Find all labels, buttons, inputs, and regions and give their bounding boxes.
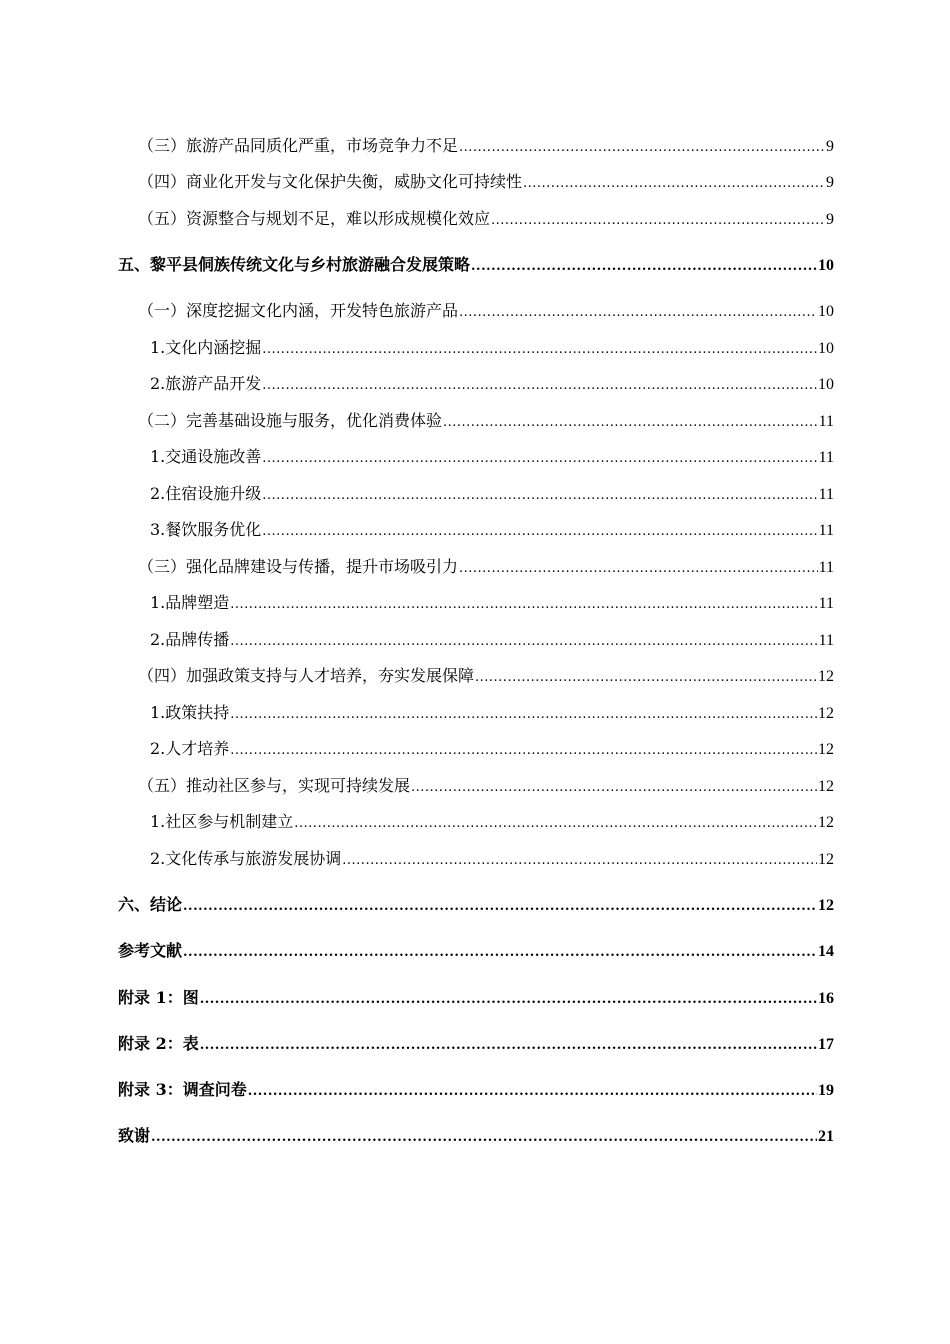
toc-entry-title: 致谢 [118, 1126, 151, 1145]
toc-entry-title: 五、黎平县侗族传统文化与乡村旅游融合发展策略 [118, 255, 471, 274]
toc-entry-page: 14 [818, 943, 834, 960]
toc-entry[interactable] [138, 134, 834, 158]
toc-entry-title: （三）强化品牌建设与传播，提升市场吸引力 [138, 557, 459, 576]
toc-entry-title: 1.社区参与机制建立 [150, 812, 294, 831]
toc-entry-page: 12 [818, 851, 834, 868]
toc-entry-page: 11 [818, 559, 834, 576]
toc-entry-page: 17 [818, 1036, 834, 1053]
toc-entry[interactable] [150, 701, 834, 725]
toc-entry-page: 12 [818, 814, 834, 831]
toc-leader-dots [262, 338, 817, 362]
toc-entry[interactable] [150, 518, 834, 542]
toc-entry[interactable] [118, 986, 834, 1010]
toc-leader-dots [248, 1080, 817, 1104]
toc-entry-title: 参考文献 [118, 941, 183, 960]
toc-entry-page: 9 [826, 174, 834, 191]
toc-entry[interactable] [150, 737, 834, 761]
toc-entry[interactable] [118, 1078, 834, 1102]
toc-entry-title: 附录 1：图 [118, 988, 199, 1007]
toc-entry-page: 12 [818, 668, 834, 685]
toc-leader-dots [230, 739, 817, 763]
toc-entry[interactable] [138, 774, 834, 798]
toc-entry-page: 11 [818, 413, 834, 430]
toc-entry-title: 3.餐饮服务优化 [150, 520, 262, 539]
toc-entry-page: 9 [826, 138, 834, 155]
toc-entry-title: 1.政策扶持 [150, 703, 230, 722]
toc-leader-dots [459, 136, 825, 160]
toc-entry-page: 11 [818, 595, 834, 612]
toc-entry-title: 六、结论 [118, 895, 183, 914]
toc-entry[interactable] [150, 847, 834, 871]
toc-entry[interactable] [118, 893, 834, 917]
toc-entry-title: （四）商业化开发与文化保护失衡，威胁文化可持续性 [138, 172, 523, 191]
toc-entry[interactable] [138, 207, 834, 231]
toc-entry-page: 12 [818, 897, 834, 914]
toc-leader-dots [230, 703, 817, 727]
toc-entry-title: 2.住宿设施升级 [150, 484, 262, 503]
toc-entry-title: 2.人才培养 [150, 739, 230, 758]
toc-leader-dots [443, 411, 818, 435]
toc-entry-title: 2.文化传承与旅游发展协调 [150, 849, 342, 868]
toc-entry-title: （一）深度挖掘文化内涵，开发特色旅游产品 [138, 301, 459, 320]
toc-leader-dots [471, 255, 817, 279]
toc-entry[interactable] [118, 1124, 834, 1148]
toc-leader-dots [262, 484, 817, 508]
toc-entry[interactable] [138, 299, 834, 323]
toc-entry-page: 16 [818, 990, 834, 1007]
toc-leader-dots [151, 1126, 817, 1150]
toc-leader-dots [200, 988, 817, 1012]
toc-entry[interactable] [150, 591, 834, 615]
toc-entry-title: （四）加强政策支持与人才培养，夯实发展保障 [138, 666, 475, 685]
toc-entry-page: 10 [818, 303, 834, 320]
toc-entry-page: 11 [818, 522, 834, 539]
toc-entry-title: 1.品牌塑造 [150, 593, 230, 612]
toc-leader-dots [475, 666, 817, 690]
toc-entry-title: （三）旅游产品同质化严重，市场竞争力不足 [138, 136, 459, 155]
toc-leader-dots [262, 374, 817, 398]
toc-entry-title: （二）完善基础设施与服务，优化消费体验 [138, 411, 443, 430]
toc-leader-dots [411, 776, 817, 800]
toc-entry-title: 1.文化内涵挖掘 [150, 338, 262, 357]
toc-entry-page: 9 [826, 211, 834, 228]
toc-leader-dots [230, 630, 817, 654]
toc-entry-page: 12 [818, 778, 834, 795]
toc-entry-page: 10 [818, 340, 834, 357]
toc-leader-dots [294, 812, 817, 836]
toc-entry[interactable] [150, 482, 834, 506]
toc-entry-page: 21 [818, 1128, 834, 1145]
toc-leader-dots [183, 895, 817, 919]
toc-entry-title: 2.旅游产品开发 [150, 374, 262, 393]
toc-leader-dots [342, 849, 817, 873]
toc-entry[interactable] [138, 170, 834, 194]
toc-leader-dots [459, 557, 818, 581]
toc-leader-dots [262, 447, 817, 471]
toc-leader-dots [459, 301, 817, 325]
toc-entry-page: 11 [818, 632, 834, 649]
toc-leader-dots [183, 941, 817, 965]
toc-entry[interactable] [118, 253, 834, 277]
toc-leader-dots [523, 172, 825, 196]
toc-entry-title: 附录 3：调查问卷 [118, 1080, 247, 1099]
toc-entry[interactable] [118, 939, 834, 963]
toc-entry-title: 附录 2：表 [118, 1034, 199, 1053]
toc-entry-page: 19 [818, 1082, 834, 1099]
toc-entry-page: 10 [818, 376, 834, 393]
toc-entry[interactable] [150, 810, 834, 834]
toc-entry-page: 11 [818, 486, 834, 503]
toc-entry-title: （五）资源整合与规划不足，难以形成规模化效应 [138, 209, 491, 228]
toc-entry-page: 11 [818, 449, 834, 466]
toc-entry[interactable] [118, 1032, 834, 1056]
toc-entry[interactable] [150, 372, 834, 396]
toc-entry[interactable] [150, 336, 834, 360]
toc-entry-page: 12 [818, 705, 834, 722]
toc-entry-title: （五）推动社区参与，实现可持续发展 [138, 776, 411, 795]
toc-leader-dots [491, 209, 825, 233]
toc-entry[interactable] [138, 409, 834, 433]
toc-leader-dots [230, 593, 817, 617]
toc-entry-page: 12 [818, 741, 834, 758]
toc-entry-title: 1.交通设施改善 [150, 447, 262, 466]
toc-leader-dots [200, 1034, 817, 1058]
toc-entry[interactable] [150, 628, 834, 652]
toc-entry-page: 10 [818, 257, 834, 274]
toc-leader-dots [262, 520, 817, 544]
toc-entry[interactable] [138, 664, 834, 688]
toc-entry[interactable] [138, 555, 834, 579]
toc-entry-title: 2.品牌传播 [150, 630, 230, 649]
toc-entry[interactable] [150, 445, 834, 469]
